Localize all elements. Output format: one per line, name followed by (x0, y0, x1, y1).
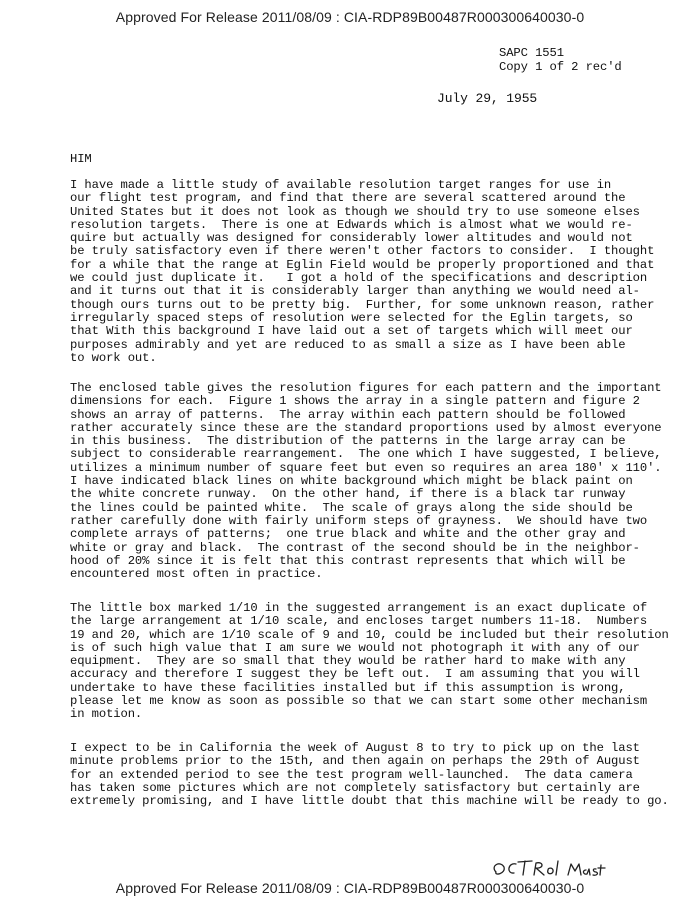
release-stamp-bottom: Approved For Release 2011/08/09 : CIA-RDP89B00487R000300640030-0 (115, 880, 585, 896)
paragraph-2: The enclosed table gives the resolution figures for each pattern and the important dimensions for each. Figure 1 shows the array in a single pattern and figure 2 shows an array of patterns. The array within each pattern should be followed rather accurately since these are the standard proportions used by almost everyone in this business. The distribution of the patterns in the large array can be subject to considerable rearrangement. The one which I have suggested, I believe, utilizes a minimum number of square feet but even so requires an area 180' x 110'. I have indicated black lines on white background which might be black paint on the white concrete runway. On the other hand, if there is a black tar runway the lines could be painted white. The scale of grays along the side should be rather carefully done with fairly uniform steps of grayness. We should have two complete arrays of patterns; one true black and white and the other gray and white or gray and black. The contrast of the second should be in the neighbor- hood of 20% since it is felt that this contrast represents that which will be encountered most often in practice. (70, 381, 662, 582)
document-reference (499, 46, 622, 74)
copy-count: Copy 1 of 2 rec'd (499, 60, 622, 74)
paragraph-4: I expect to be in California the week of August 8 to try to pick up on the last minute problems prior to the 15th, and then again on perhaps the 29th of August for an extended period to see the test program well-launched. The data camera has taken some pictures which are not completely satisfactory but certainly are extremely promising, and I have little doubt that this machine will be ready to go. (70, 741, 669, 809)
paragraph-3: The little box marked 1/10 in the suggested arrangement is an exact duplicate of the large arrangement at 1/10 scale, and encloses target numbers 11-18. Numbers 19 and 20, which are 1/10 scale of 9 and 10, could be included but their resolution is of such high value that I am sure we would not photograph it with any of our equipment. They are so small that they would be rather hard to make with any accuracy and therefore I suggest they be left out. I am assuming that you will undertake to have these facilities installed but if this assumption is wrong, please let me know as soon as possible so that we can start some other mechanism in motion. (70, 601, 669, 722)
release-stamp-top: Approved For Release 2011/08/09 : CIA-RDP89B00487R000300640030-0 (115, 9, 585, 25)
letter-date: July 29, 1955 (437, 91, 538, 106)
ref-number: SAPC 1551 (499, 46, 564, 60)
paragraph-1: I have made a little study of available resolution target ranges for use in our flight test program, and find that there are several scattered around the United States but it does not look as though we should try to use someone elses resolution targets. There is one at Edwards which is almost what we would re- quire but actually was designed for considerably lower altitudes and would not be truly satisfactory even if there weren't other factors to consider. I thought for a while that the range at Eglin Field would be properly proportioned and that we could just duplicate it. I got a hold of the specifications and description and it turns out that it is considerably larger than anything we would need al- though ours turns out to be pretty big. Further, for some unknown reason, rather irregularly spaced steps of resolution were selected for the Eglin targets, so that With this background I have laid out a set of targets which will meet our purposes admirably and yet are reduced to as small a size as I have been able to work out. (70, 178, 655, 365)
salutation: HIM (70, 152, 92, 166)
